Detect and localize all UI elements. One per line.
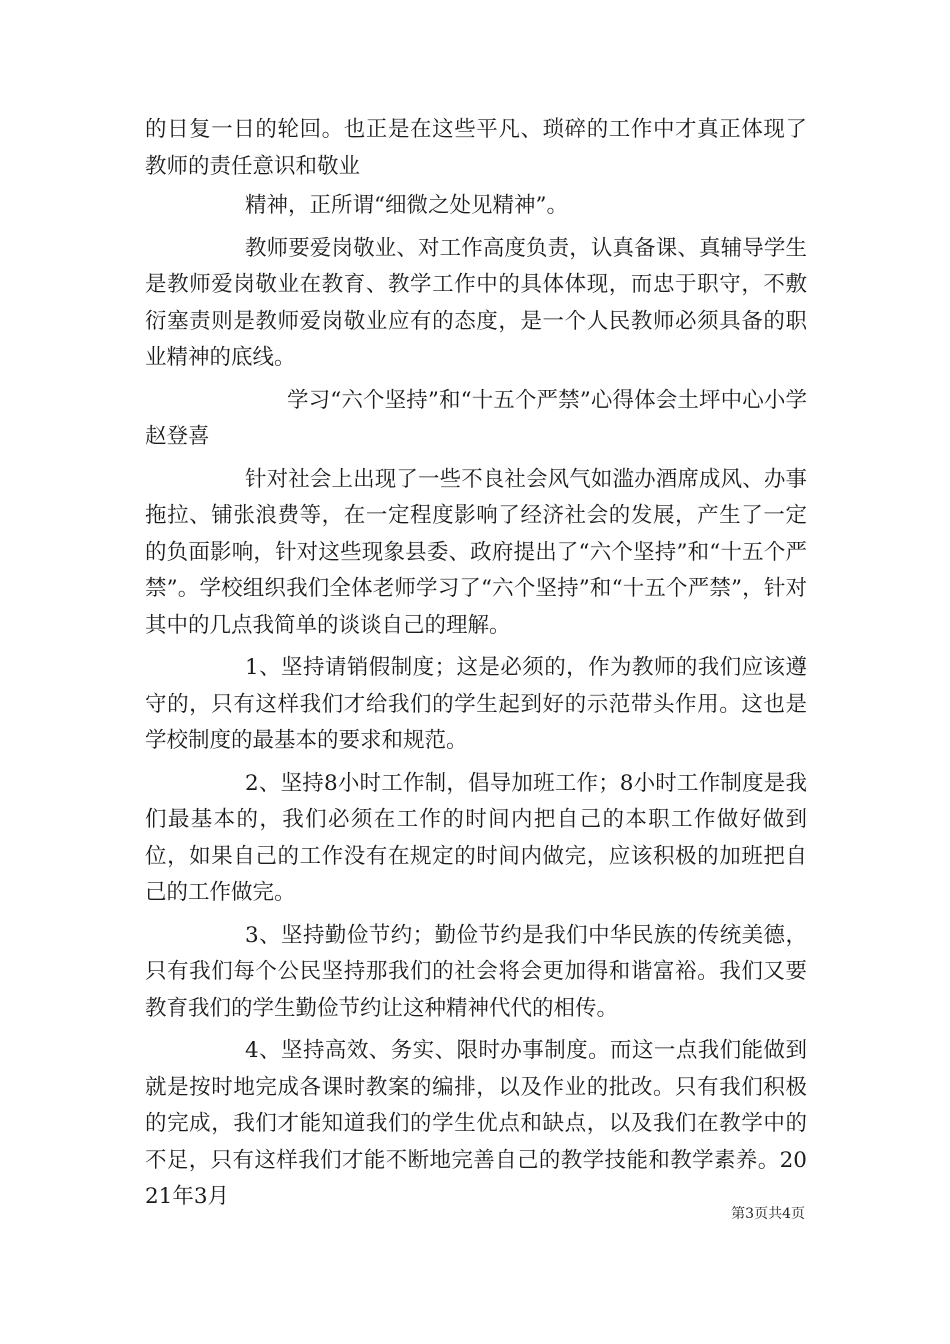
document-body (145, 112, 807, 1216)
section-title: 学习“六个坚持”和“十五个严禁”心得体会土坪中心小学赵登喜 (145, 387, 807, 449)
list-item-2: 2、坚持8小时工作制，倡导加班工作；8小时工作制度是我们最基本的，我们必须在工作的时间内把自己的本职工作做好做到位，如果自己的工作没有在规定的时间内做完，应该积极的加班把自己的工作做完。 (145, 770, 807, 905)
list-item-3: 3、坚持勤俭节约；勤俭节约是我们中华民族的传统美德，只有我们每个公民坚持那我们的社会将会更加得和谐富裕。我们又要教育我们的学生勤俭节约让这种精神代代的相传。 (145, 922, 807, 1021)
page-number: 第3页共4页 (731, 1206, 805, 1222)
paragraph-2: 精神，正所谓“细微之处见精神”。 (245, 193, 568, 218)
list-item-4: 4、坚持高效、务实、限时办事制度。而这一点我们能做到就是按时地完成各课时教案的编排，以及作业的批改。只有我们积极的完成，我们才能知道我们的学生优点和缺点，以及我们在教学中的不足，只有这样我们才能不断地完善自己的教学技能和教学素养。2021年3月 (145, 1038, 807, 1209)
paragraph-1: 的日复一日的轮回。也正是在这些平凡、琐碎的工作中才真正体现了教师的责任意识和敬业 (145, 117, 807, 179)
paragraph-intro: 针对社会上出现了一些不良社会风气如滥办酒席成风、办事拖拉、铺张浪费等，在一定程度影响了经济社会的发展，产生了一定的负面影响，针对这些现象县委、政府提出了“六个坚持”和“十五个严禁”。学校组织我们全体老师学习了“六个坚持”和“十五个严禁”，针对其中的几点我简单的谈谈自己的理解。 (145, 466, 807, 638)
paragraph-3: 教师要爱岗敬业、对工作高度负责，认真备课、真辅导学生是教师爱岗敬业在教育、教学工作中的具体体现，而忠于职守，不敷衍塞责则是教师爱岗敬业应有的态度，是一个人民教师必须具备的职业精神的底线。 (145, 235, 807, 370)
list-item-1: 1、坚持请销假制度；这是必须的，作为教师的我们应该遵守的，只有这样我们才给我们的学生起到好的示范带头作用。这也是学校制度的最基本的要求和规范。 (145, 655, 807, 753)
